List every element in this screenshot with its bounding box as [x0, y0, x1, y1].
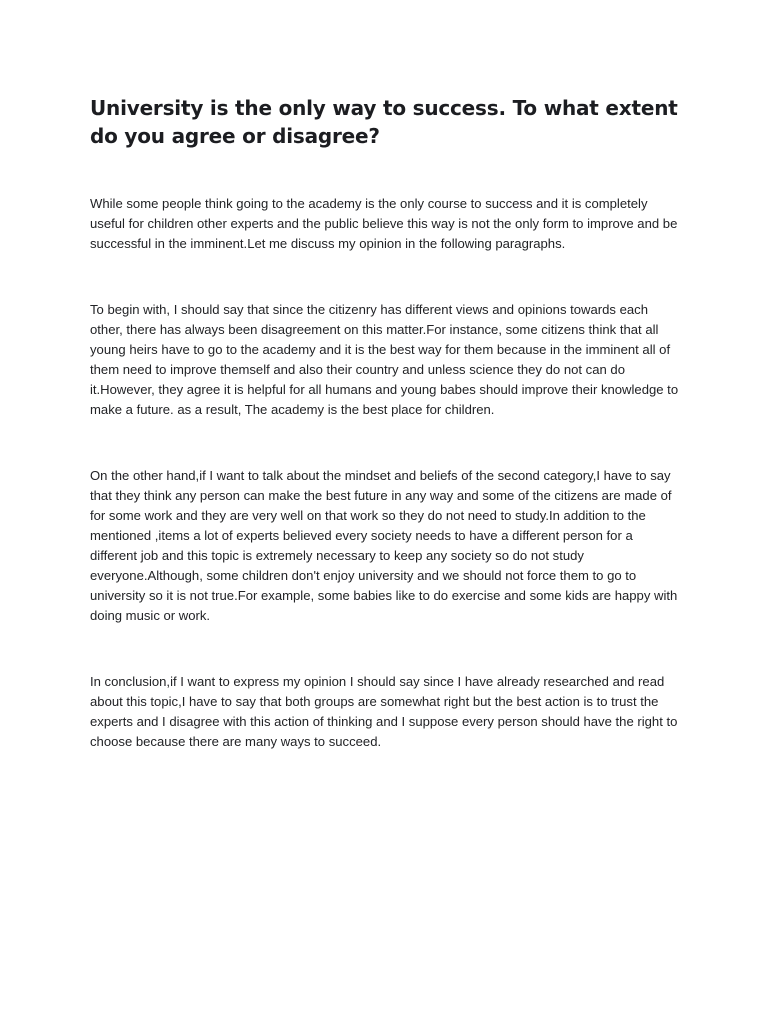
essay-paragraph-body-second: On the other hand,if I want to talk about the mindset and beliefs of the second category,I have to say that they think any person can make the best future in any way and some of the citizens are made of for some work and they are very well on that work so they do not need to study.In addition to the mentioned ,items a lot of experts believed every society needs to have a different person for a different job and this topic is extremely necessary to keep any society so do not study everyone.Although, some children don't enjoy university and we should not force them to go to university so it is not true.For example, some babies like to do exercise and some kids are happy with doing music or work.	[90, 468, 678, 623]
essay-title: University is the only way to success. To what extent do you agree or disagree?	[90, 96, 678, 148]
essay-paragraph-body-first: To begin with, I should say that since the citizenry has different views and opinions towards each other, there has always been disagreement on this matter.For instance, some citizens think that all young heirs have to go to the academy and it is the best way for them because in the imminent all of them need to improve themself and also their country and unless science they do not can do it.However, they agree it is helpful for all humans and young babes should improve their knowledge to make a future. as a result, The academy is the best place for children.	[90, 302, 679, 417]
essay-document	[90, 94, 680, 752]
essay-paragraph-conclusion: In conclusion,if I want to express my opinion I should say since I have already researched and read about this topic,I have to say that both groups are somewhat right but the best action is to trust the experts and I disagree with this action of thinking and I suppose every person should have the right to choose because there are many ways to succeed.	[90, 674, 678, 749]
essay-paragraph-introduction: While some people think going to the academy is the only course to success and it is completely useful for children other experts and the public believe this way is not the only form to improve and be successful in the imminent.Let me discuss my opinion in the following paragraphs.	[90, 196, 678, 251]
